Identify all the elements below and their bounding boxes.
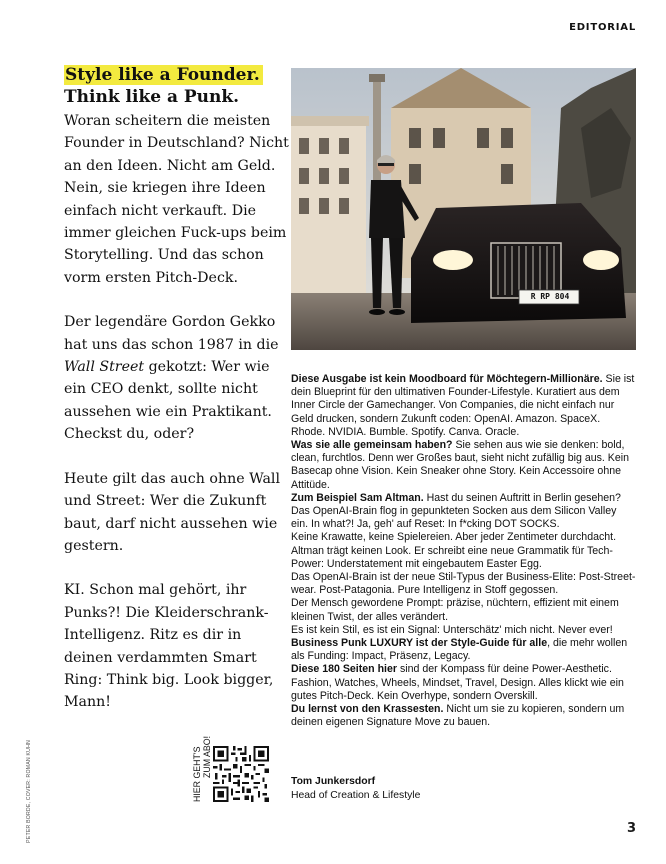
intro-paragraph-3: Heute gilt das auch ohne Wall und Street: Wer die Zukunft baut, darf nicht aussehen wie gestern. — [64, 470, 281, 554]
intro-text — [64, 110, 290, 736]
photo-credit-text: PETER BORDE, COVER: ROMAN KUHN — [26, 740, 32, 843]
body-lead-3: Zum Beispiel Sam Altman. — [291, 491, 424, 504]
body-paragraph-3 — [291, 492, 636, 532]
intro-paragraph-1: Woran scheitern die meisten Founder in Deutschland? Nicht an den Ideen. Nicht am Geld. Nein, sie kriegen ihre Ideen einfach nicht verkauft. Die immer gleichen Fuck-ups beim Storytelling. Und das schon vorm ersten Pitch-Deck. — [64, 113, 289, 286]
body-paragraph-5: Das OpenAI-Brain ist der neue Stil-Typus der Business-Elite: Post-Street-wear. Post-Patagonia. Pure Intelligenz in Stoff gegossen. — [291, 571, 636, 597]
intro-paragraph-4: KI. Schon mal gehört, ihr Punks?! Die Kleiderschrank-Intelligenz. Ritz es dir in deinen verdammten Smart Ring: Think big. Look bigger, Mann! — [64, 582, 274, 711]
body-text-9: sind der Kompass für deine Power-Aesthetic. Fashion, Watches, Wheels, Mindset, Travel, Design. Alles klickt wie ein gutes Pitch-Deck. Kein Overhype, sondern Overskill. — [291, 663, 624, 702]
cover-photo — [291, 68, 636, 350]
body-lead-9: Diese 180 Seiten hier — [291, 663, 397, 676]
body-paragraph-9 — [291, 663, 636, 703]
body-text-3: Hast du seinen Auftritt in Berlin gesehen? Das OpenAI-Brain flog in gepunkteten Socken aus dem Silicon Valley ein. In what?! Ja, geh' auf Reset: In f*cking DOT SOCKS. — [291, 491, 621, 531]
body-lead-10: Du lernst von den Krassesten. — [291, 703, 444, 716]
intro-p2-film-title: Wall Street — [64, 359, 145, 376]
qr-label — [190, 734, 214, 802]
editorial-body — [291, 373, 636, 729]
qr-label-line-1: HIER GEHT'S — [192, 746, 202, 802]
body-paragraph-4: Keine Krawatte, keine Spielereien. Aber jeder Zentimeter durchdacht. Altman trägt keinen Look. Er schreibt eine neue Grammatik für Tech-Power: Understatement mit eingebautem Easter Egg. — [291, 531, 617, 570]
headline-line-1: Style like a Founder. — [64, 65, 263, 85]
intro-p2-after: gekotzt: Wer wie ein CEO denkt, sollte nicht aussehen wie ein Praktikant. Checkst du, oder? — [64, 359, 272, 443]
body-text-10: Nicht um sie zu kopieren, sondern um deinen eigenen Signature Move zu bauen. — [291, 703, 625, 729]
body-text-8: , die mehr wollen als Funding: Impact, Präsenz, Legacy. — [291, 637, 628, 663]
qr-label-line-2: ZUM ABO! — [202, 735, 212, 778]
body-paragraph-2 — [291, 439, 636, 492]
qr-code-icon[interactable] — [213, 746, 269, 802]
body-lead-8: Business Punk LUXURY ist der Style-Guide für alle — [291, 637, 548, 650]
subscription-qr[interactable] — [190, 734, 270, 802]
body-paragraph-1 — [291, 373, 636, 439]
body-lead-1: Diese Ausgabe ist kein Moodboard für Möchtegern-Millionäre. — [291, 373, 603, 385]
author-name: Tom Junkersdorf — [291, 776, 376, 787]
signature — [291, 775, 541, 802]
photo-credit — [26, 740, 36, 843]
section-label: EDITORIAL — [569, 22, 636, 33]
author-title: Head of Creation & Lifestyle — [291, 789, 421, 801]
body-paragraph-7: Es ist kein Stil, es ist ein Signal: Unterschätz' mich nicht. Never ever! — [291, 623, 613, 636]
page-number: 3 — [626, 821, 636, 836]
body-paragraph-10 — [291, 703, 636, 729]
body-text-1: Sie ist dein Blueprint für den ultimativen Founder-Lifestyle. Kuratiert aus dem Inner Circle der Gamechanger. Von Companies, die nicht einfach nur Geld drucken, sondern Zukunft coden: OpenAI. Amazon. SpaceX. Rhode. NVIDIA. Bumble. Spotify. Canva. Oracle. — [291, 373, 635, 438]
headline-line-2: Think like a Punk. — [64, 87, 240, 107]
intro-paragraph-2 — [64, 311, 290, 445]
headline — [64, 64, 284, 108]
body-paragraph-6: Der Mensch gewordene Prompt: präzise, nüchtern, effizient mit einem kleinen Twist, der alles verändert. — [291, 597, 619, 623]
intro-p2-before: Der legendäre Gordon Gekko hat uns das schon 1987 in die — [64, 314, 279, 353]
body-text-2: Sie sehen aus wie sie denken: bold, clean, furchtlos. Denn wer Großes baut, sieht nicht zufällig big aus. Kein Basecap ohne Vision. Kein Sneaker ohne Story. Kein Accessoire ohne Attitüde. — [291, 439, 629, 491]
body-paragraph-8 — [291, 637, 636, 663]
body-lead-2: Was sie alle gemeinsam haben? — [291, 439, 453, 452]
photo-man-with-car — [291, 68, 636, 350]
license-plate-text: R RP 804 — [530, 292, 570, 301]
